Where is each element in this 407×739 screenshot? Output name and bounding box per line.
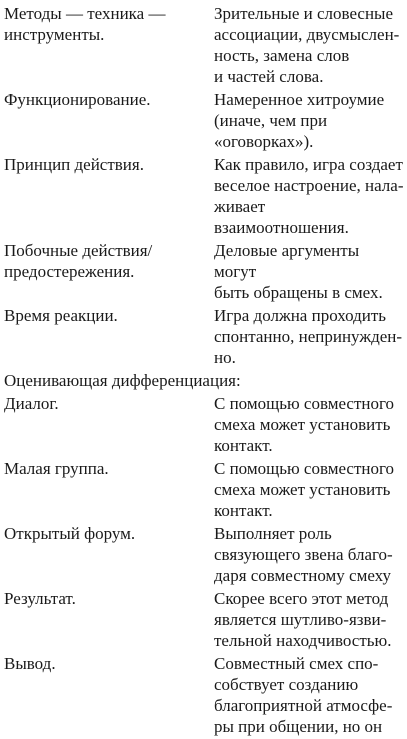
row-description: Намеренное хитроумие (иначе, чем при «оговорках»). [214, 90, 385, 151]
row-term: Вывод. [4, 654, 56, 673]
row-term: Время реакции. [4, 306, 118, 325]
row-description: Совместный смех спо- собствует созданию благоприятной атмосфе- ры при общении, но он [214, 654, 393, 736]
row-description: Зрительные и словесные ассоциации, двусмыслен- ность, замена слов и частей слова. [214, 4, 400, 86]
table-row-functioning [4, 89, 404, 152]
row-description: С помощью совместного смеха может установить контакт. [214, 394, 395, 455]
row-term: Диалог. [4, 394, 59, 413]
row-description: Выполняет роль связующего звена благо- даря совместному смеху [214, 524, 393, 585]
table-row-conclusion [4, 653, 404, 737]
row-description: С помощью совместного смеха может установить контакт. [214, 459, 395, 520]
table-row-dialog [4, 393, 404, 456]
row-term: Принцип действия. [4, 155, 144, 174]
table-row-open-forum [4, 523, 404, 586]
row-description: Как правило, игра создает веселое настроение, нала- живает взаимоотношения. [214, 155, 404, 237]
row-description: Скорее всего этот метод является шутливо-язви- тельной находчивостью. [214, 589, 392, 650]
row-term: Открытый форум. [4, 524, 136, 543]
table-row-result [4, 588, 404, 651]
table-row-methods [4, 3, 404, 87]
row-description: Деловые аргументы могут быть обращены в смех. [214, 241, 383, 302]
section-heading: Оценивающая дифференциация: [4, 371, 241, 390]
table-row-side-effects [4, 240, 404, 303]
row-term: Малая группа. [4, 459, 109, 478]
table-row-reaction-time [4, 305, 404, 368]
row-term: Методы — техника — инструменты. [4, 4, 166, 44]
table-row-principle [4, 154, 404, 238]
table-row-small-group [4, 458, 404, 521]
row-term: Результат. [4, 589, 76, 608]
row-description: Игра должна проходить спонтанно, непринужден- но. [214, 306, 403, 367]
row-term: Функционирование. [4, 90, 151, 109]
row-term: Побочные действия/ предостережения. [4, 241, 153, 281]
